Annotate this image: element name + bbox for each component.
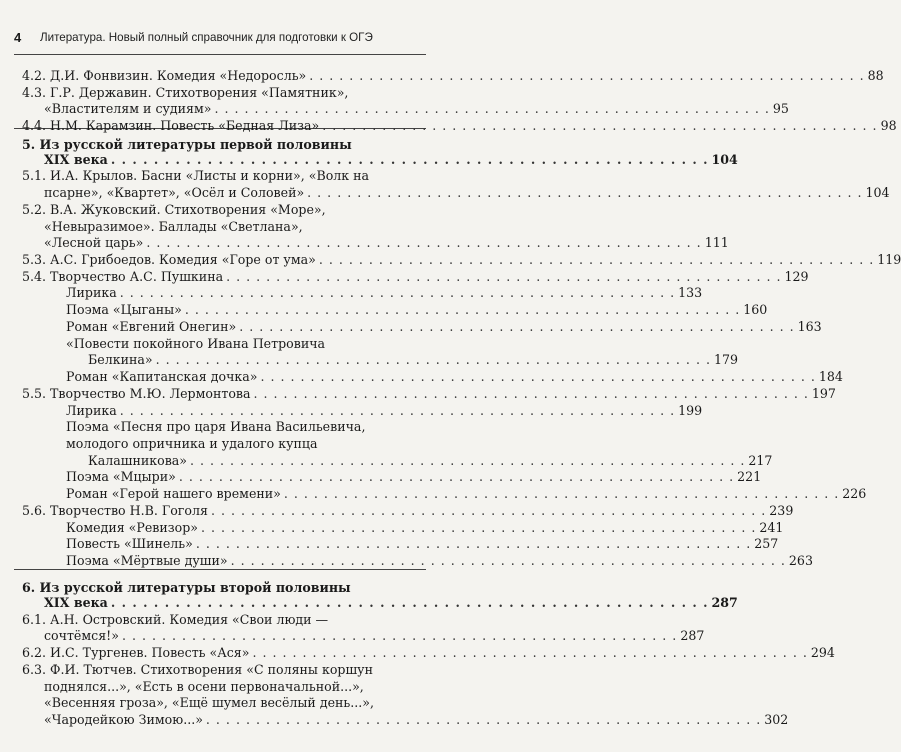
leader-dots: . . . . . . . . . . . . . . . . . . . . . . . . . . . . . . . . . . . . . . . . . . . . . . . . . . . . . . . .: [239, 319, 795, 334]
toc-entry-title: молодого опричника и удалого купца: [66, 436, 318, 451]
toc-entry-title: Поэма «Мёртвые души»: [66, 553, 228, 568]
toc-entry-title: 6.2. И.С. Тургенев. Повесть «Ася»: [22, 645, 250, 660]
toc-entry-title: Роман «Евгений Онегин»: [66, 319, 237, 334]
toc-entry-title: Белкина»: [88, 352, 153, 367]
toc-entry-title: «Чародейкою Зимою...»: [44, 712, 203, 727]
toc-entry-title: Поэма «Мцыри»: [66, 469, 176, 484]
toc-entry: [66, 551, 813, 571]
toc-page-number: 133: [678, 285, 703, 300]
toc-entry-title: Комедия «Ревизор»: [66, 520, 199, 535]
toc-entry-title: 5. Из русской литературы первой половины: [22, 137, 352, 152]
toc-entry-title: 6.3. Ф.И. Тютчев. Стихотворения «С поляны коршун: [22, 662, 373, 677]
toc-entry-title: «Невыразимое». Баллады «Светлана»,: [44, 219, 303, 234]
header-rule: [14, 54, 426, 55]
leader-dots: . . . . . . . . . . . . . . . . . . . . . . . . . . . . . . . . . . . . . . . . . . . . . . . . . . . . . . . .: [184, 302, 741, 317]
toc-page-number: 111: [704, 235, 729, 250]
leader-dots: . . . . . . . . . . . . . . . . . . . . . . . . . . . . . . . . . . . . . . . . . . . . . . . . . . . . . . . .: [260, 369, 816, 384]
toc-page-number: 160: [743, 302, 768, 317]
toc-entry: [44, 710, 789, 730]
toc-page-number: 263: [788, 553, 813, 568]
leader-dots: . . . . . . . . . . . . . . . . . . . . . . . . . . . . . . . . . . . . . . . . . . . . . . . . . . . . . . . .: [252, 645, 808, 660]
toc-page-number: 226: [842, 486, 867, 501]
page-number: 4: [14, 29, 22, 45]
leader-dots: . . . . . . . . . . . . . . . . . . . . . . . . . . . . . . . . . . . . . . . . . . . . . . . . . . . . . . . .: [253, 386, 809, 401]
toc-entry-title: Роман «Герой нашего времени»: [66, 486, 281, 501]
toc-entry-title: поднялся...», «Есть в осени первоначальной...»,: [44, 679, 364, 694]
toc-page-number: 257: [754, 536, 779, 551]
toc-entry-title: Поэма «Цыганы»: [66, 302, 182, 317]
toc-entry-title: Поэма «Песня про царя Ивана Васильевича,: [66, 419, 366, 434]
toc-page-number: 294: [810, 645, 835, 660]
toc-page-number: 88: [867, 68, 884, 83]
toc-page-number: 129: [784, 269, 809, 284]
toc-page-number: 287: [711, 595, 738, 610]
leader-dots: . . . . . . . . . . . . . . . . . . . . . . . . . . . . . . . . . . . . . . . . . . . . . . . . . . . . . . . .: [309, 68, 865, 83]
leader-dots: . . . . . . . . . . . . . . . . . . . . . . . . . . . . . . . . . . . . . . . . . . . . . . . . . . . . . . . .: [146, 235, 702, 250]
toc-entry-title: 5.6. Творчество Н.В. Гоголя: [22, 503, 208, 518]
leader-dots: . . . . . . . . . . . . . . . . . . . . . . . . . . . . . . . . . . . . . . . . . . . . . . . . . . . . . . . .: [155, 352, 711, 367]
leader-dots: . . . . . . . . . . . . . . . . . . . . . . . . . . . . . . . . . . . . . . . . . . . . . . . . . . . . . . . .: [318, 252, 875, 267]
toc-entry-title: сочтёмся!»: [44, 628, 119, 643]
toc-entry-title: Калашникова»: [88, 453, 188, 468]
toc-entry-title: псарне», «Квартет», «Осёл и Соловей»: [44, 185, 305, 200]
toc-page-number: 119: [877, 252, 901, 267]
toc-entry: [22, 116, 897, 136]
leader-dots: . . . . . . . . . . . . . . . . . . . . . . . . . . . . . . . . . . . . . . . . . . . . . . . . . . . . . . . .: [214, 101, 770, 116]
toc-entry-title: 6. Из русской литературы второй половины: [22, 580, 351, 595]
leader-dots: . . . . . . . . . . . . . . . . . . . . . . . . . . . . . . . . . . . . . . . . . . . . . . . . . . . . . . . .: [307, 185, 863, 200]
toc-page-number: 104: [711, 152, 738, 167]
leader-dots: . . . . . . . . . . . . . . . . . . . . . . . . . . . . . . . . . . . . . . . . . . . . . . . . . . . . . . . .: [205, 712, 762, 727]
toc-entry-title: XIX века: [44, 595, 108, 610]
toc-entry-title: 4.3. Г.Р. Державин. Стихотворения «Памятник»,: [22, 85, 349, 100]
toc-entry-title: 6.1. А.Н. Островский. Комедия «Свои люди —: [22, 612, 329, 627]
toc-entry-title: Повесть «Шинель»: [66, 536, 193, 551]
toc-entry-title: «Повести покойного Ивана Петровича: [66, 336, 326, 351]
toc-entry-title: «Властителям и судиям»: [44, 101, 212, 116]
toc-page-number: 287: [680, 628, 705, 643]
toc-entry-title: 5.1. И.А. Крылов. Басни «Листы и корни», «Волк на: [22, 168, 370, 183]
leader-dots: . . . . . . . . . . . . . . . . . . . . . . . . . . . . . . . . . . . . . . . . . . . . . . . . . . . . . . . .: [121, 628, 678, 643]
toc-entry-title: Роман «Капитанская дочка»: [66, 369, 258, 384]
toc-page-number: 197: [811, 386, 836, 401]
toc-page-number: 302: [764, 712, 789, 727]
leader-dots: . . . . . . . . . . . . . . . . . . . . . . . . . . . . . . . . . . . . . . . . . . . . . . . . . . . . . . . .: [322, 118, 878, 133]
toc-entry-title: 5.2. В.А. Жуковский. Стихотворения «Море»,: [22, 202, 326, 217]
toc-page-number: 239: [769, 503, 794, 518]
leader-dots: . . . . . . . . . . . . . . . . . . . . . . . . . . . . . . . . . . . . . . . . . . . . . . . . . . . . . . . .: [178, 469, 735, 484]
toc-page-number: 221: [737, 469, 762, 484]
toc-entry-title: Лирика: [66, 403, 117, 418]
toc-entry-title: 5.4. Творчество А.С. Пушкина: [22, 269, 224, 284]
leader-dots: . . . . . . . . . . . . . . . . . . . . . . . . . . . . . . . . . . . . . . . . . . . . . . . . . . . . . . . .: [210, 503, 767, 518]
running-title: Литература. Новый полный справочник для подготовки к ОГЭ: [40, 30, 373, 44]
toc-entry-title: Лирика: [66, 285, 117, 300]
toc-page-number: 241: [759, 520, 784, 535]
toc-entry-title: XIX века: [44, 152, 108, 167]
leader-dots: . . . . . . . . . . . . . . . . . . . . . . . . . . . . . . . . . . . . . . . . . . . . . . . . . . . . . . . .: [190, 453, 746, 468]
leader-dots: . . . . . . . . . . . . . . . . . . . . . . . . . . . . . . . . . . . . . . . . . . . . . . . . . . . . . . . .: [110, 152, 709, 167]
toc-entry-title: 4.2. Д.И. Фонвизин. Комедия «Недоросль»: [22, 68, 307, 83]
toc-entry-title: 4.4. Н.М. Карамзин. Повесть «Бедная Лиза»: [22, 118, 320, 133]
toc-entry-title: 5.3. А.С. Грибоедов. Комедия «Горе от ума»: [22, 252, 316, 267]
leader-dots: . . . . . . . . . . . . . . . . . . . . . . . . . . . . . . . . . . . . . . . . . . . . . . . . . . . . . . . .: [283, 486, 840, 501]
running-header: [14, 22, 428, 52]
leader-dots: . . . . . . . . . . . . . . . . . . . . . . . . . . . . . . . . . . . . . . . . . . . . . . . . . . . . . . . .: [201, 520, 757, 535]
toc-page-number: 199: [678, 403, 703, 418]
toc-entry-title: «Лесной царь»: [44, 235, 144, 250]
leader-dots: . . . . . . . . . . . . . . . . . . . . . . . . . . . . . . . . . . . . . . . . . . . . . . . . . . . . . . . .: [119, 403, 676, 418]
leader-dots: . . . . . . . . . . . . . . . . . . . . . . . . . . . . . . . . . . . . . . . . . . . . . . . . . . . . . . . .: [195, 536, 752, 551]
toc-page-number: 163: [797, 319, 822, 334]
toc-page-number: 184: [818, 369, 843, 384]
toc-page-number: 98: [880, 118, 897, 133]
toc-page-number: 217: [748, 453, 773, 468]
toc-page-number: 95: [772, 101, 789, 116]
leader-dots: . . . . . . . . . . . . . . . . . . . . . . . . . . . . . . . . . . . . . . . . . . . . . . . . . . . . . . . .: [110, 595, 709, 610]
toc-page-number: 104: [865, 185, 890, 200]
toc-entry-title: «Весенняя гроза», «Ещё шумел весёлый день...»,: [44, 695, 375, 710]
leader-dots: . . . . . . . . . . . . . . . . . . . . . . . . . . . . . . . . . . . . . . . . . . . . . . . . . . . . . . . .: [226, 269, 782, 284]
toc-page-number: 179: [713, 352, 738, 367]
leader-dots: . . . . . . . . . . . . . . . . . . . . . . . . . . . . . . . . . . . . . . . . . . . . . . . . . . . . . . . .: [119, 285, 676, 300]
toc-entry-title: 5.5. Творчество М.Ю. Лермонтова: [22, 386, 251, 401]
leader-dots: . . . . . . . . . . . . . . . . . . . . . . . . . . . . . . . . . . . . . . . . . . . . . . . . . . . . . . . .: [230, 553, 786, 568]
